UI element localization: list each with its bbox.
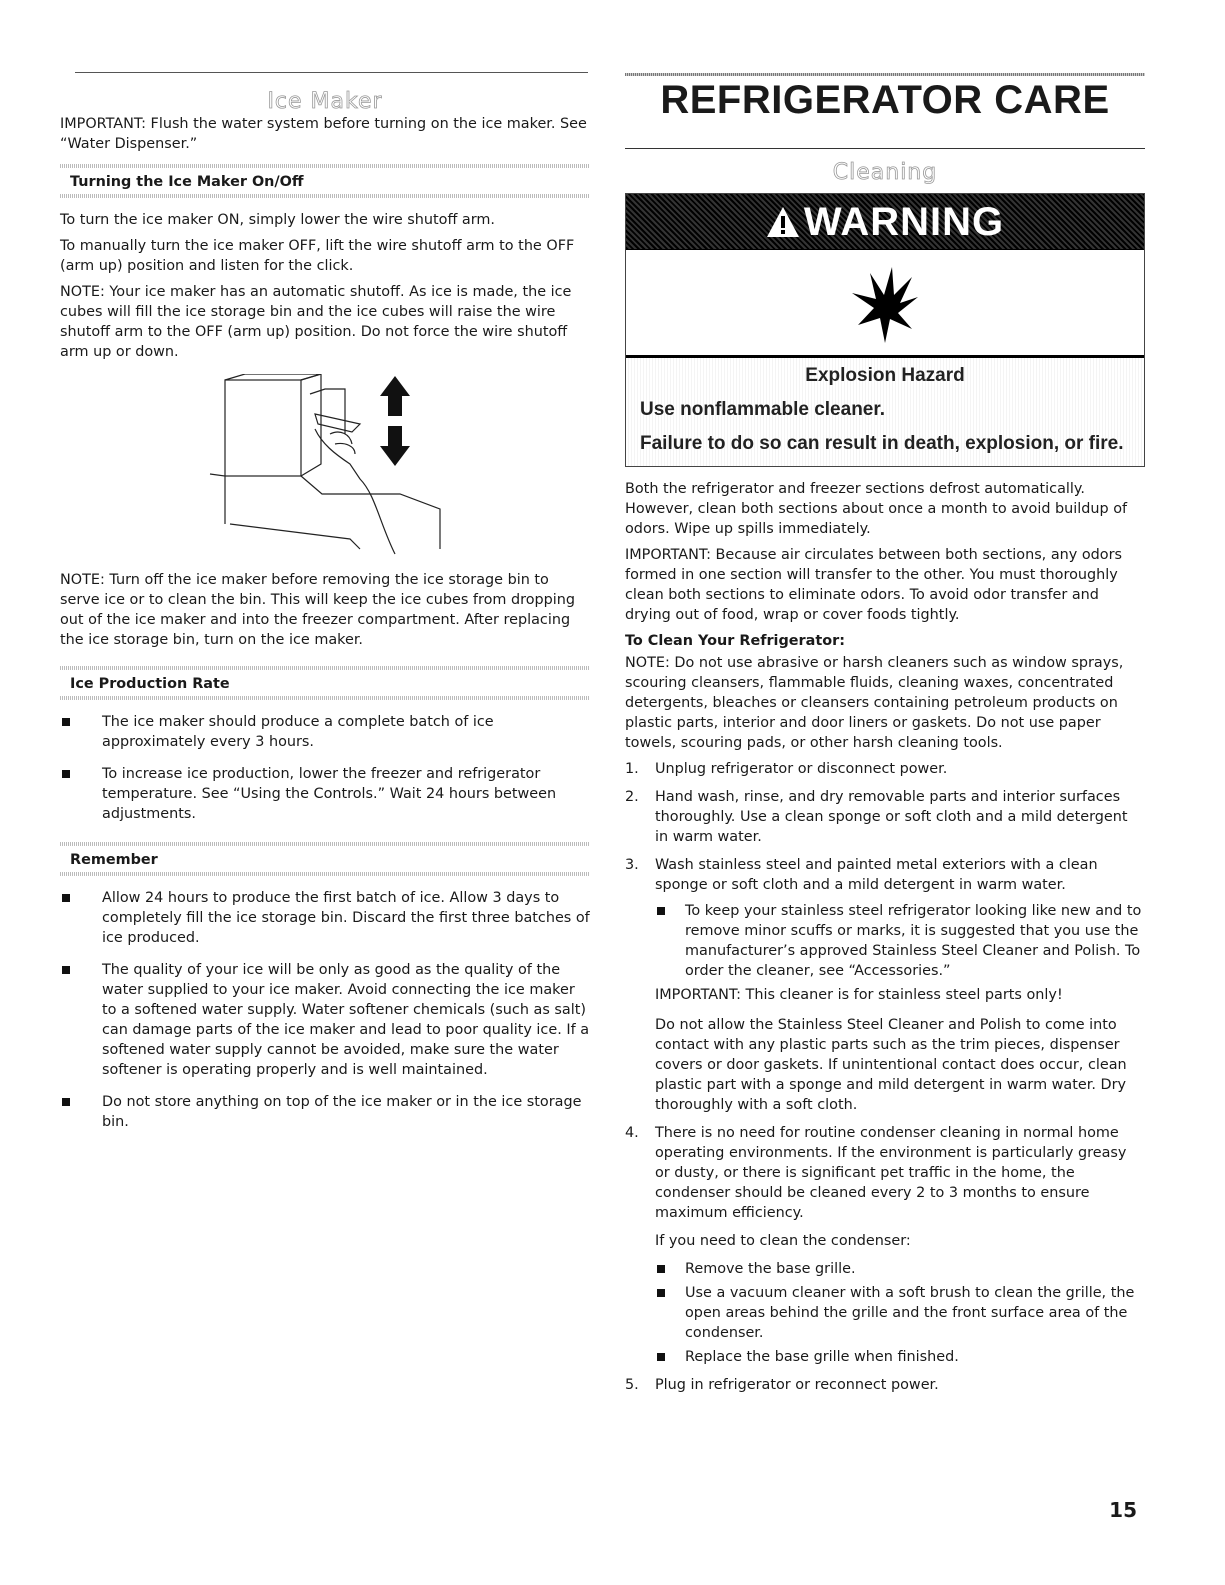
subheading-remember [60,842,590,876]
step-1 [625,759,1145,779]
clean-heading: To Clean Your Refrigerator: [625,633,845,649]
important-text: Because air circulates between both sections, any odors formed in one section will transfer to the other. You must thoroughly clean both sections to eliminate odors. To avoid odor transfer and drying out of food, wrap or cover foods tightly. [625,547,1123,623]
warning-art [626,249,1144,358]
important-paragraph [60,114,590,154]
right-top-rule [625,73,1145,76]
note-remove-bin [60,570,590,650]
step-number: 5. [625,1377,639,1393]
step-3-important [655,985,1145,1005]
important-label: IMPORTANT: [655,987,741,1003]
left-top-rule [75,72,588,73]
subheading-turning-on-off [60,164,590,198]
step-text: Wash stainless steel and painted metal exteriors with a clean sponge or soft cloth and a mild detergent in warm water. [655,857,1098,893]
warning-word: WARNING [803,199,1005,244]
remember-list [60,888,590,1132]
step-4-paragraph: If you need to clean the condenser: [655,1233,911,1249]
important-text: Flush the water system before turning on the ice maker. See “Water Dispenser.” [60,116,587,152]
warning-box [625,193,1145,467]
paragraph-turn-off: To manually turn the ice maker OFF, lift the wire shutoff arm to the OFF (arm up) position and listen for the click. [60,238,575,274]
important-label: IMPORTANT: [60,116,146,132]
step-number: 1. [625,761,639,777]
note-text: Do not use abrasive or harsh cleaners such as window sprays, scouring cleansers, flammable fluids, cleaning waxes, concentrated detergents, bleaches or cleansers containing petroleum products on plastic parts, interior and door liners or gaskets. Do not use paper towels, scouring pads, or other harsh cleaning tools. [625,655,1124,751]
section-title-ice-maker: Ice Maker [267,89,383,114]
section-title-cleaning: Cleaning [832,160,938,185]
paragraph-turn-on: To turn the ice maker ON, simply lower the wire shutoff arm. [60,212,496,228]
step-text: Hand wash, rinse, and dry removable parts and interior surfaces thoroughly. Use a clean sponge or soft cloth and a mild detergent in warm water. [655,789,1128,845]
step-2 [625,787,1145,847]
step-number: 4. [625,1125,639,1141]
warning-line-2: Failure to do so can result in death, explosion, or fire. [640,433,1124,454]
list-item: Do not store anything on top of the ice maker or in the ice storage bin. [60,1092,590,1132]
left-column [60,89,590,1144]
step-4-bullets [655,1259,1145,1367]
list-item: To keep your stainless steel refrigerator looking like new and to remove minor scuffs or marks, it is suggested that you use the manufacturer’s approved Stainless Steel Cleaner and Polish. To order the cleaner, see “Accessories.” [655,901,1145,981]
warning-line-1: Use nonflammable cleaner. [640,399,885,420]
explosion-icon [850,263,920,343]
step-text: There is no need for routine condenser cleaning in normal home operating environments. If the environment is particularly greasy or dusty, or there is significant pet traffic in the home, the condenser should be cleaned every 2 to 3 months to ensure maximum efficiency. [655,1125,1127,1221]
warning-header [626,194,1144,249]
note2-text: Turn off the ice maker before removing the ice storage bin to serve ice or to clean the bin. This will keep the ice cubes from dropping out of the ice maker and into the freezer compartment. After replacing the ice storage bin, turn on the ice maker. [60,572,576,648]
list-item: The ice maker should produce a complete batch of ice approximately every 3 hours. [60,712,590,752]
warning-text [626,358,1144,466]
up-down-arrows-icon [380,376,410,466]
step-number: 3. [625,857,639,873]
warning-triangle-icon [766,206,800,238]
step-text: Unplug refrigerator or disconnect power. [655,761,948,777]
important-odors [625,545,1145,625]
list-item: To increase ice production, lower the freezer and refrigerator temperature. See “Using the Controls.” Wait 24 hours between adjustments. [60,764,590,824]
page-title: REFRIGERATOR CARE [660,78,1110,122]
note-label: NOTE: [60,284,105,300]
list-item: Allow 24 hours to produce the first batch of ice. Allow 3 days to completely fill the ice storage bin. Discard the first three batches of ice produced. [60,888,590,948]
hazard-title: Explosion Hazard [805,365,965,386]
step-3 [625,855,1145,1115]
step-3-bullets [655,901,1145,981]
right-column [625,78,1145,1403]
note2-label: NOTE: [60,572,105,588]
step-4 [625,1123,1145,1367]
title-rule [625,148,1145,149]
step-number: 2. [625,789,639,805]
important-label: IMPORTANT: [625,547,711,563]
step-text: Plug in refrigerator or reconnect power. [655,1377,939,1393]
step-5 [625,1375,1145,1395]
cleaning-steps [625,759,1145,1395]
note-text: Your ice maker has an automatic shutoff. As ice is made, the ice cubes will fill the ice storage bin and the ice cubes will raise the wire shutoff arm to the OFF (arm up) position. Do not force the wire shutoff arm up or down. [60,284,572,360]
subheading-text: Ice Production Rate [70,676,230,692]
subheading-text: Remember [70,852,158,868]
note-auto-shutoff [60,282,590,362]
ice-maker-drawing [60,374,590,564]
step-3-paragraph: Do not allow the Stainless Steel Cleaner and Polish to come into contact with any plastic parts such as the trim pieces, dispenser covers or door gaskets. If unintentional contact does occur, clean plastic part with a sponge and mild detergent in warm water. Dry thoroughly with a soft cloth. [655,1017,1127,1113]
list-item: Replace the base grille when finished. [655,1347,1145,1367]
ice-maker-illustration [60,374,590,564]
subheading-text: Turning the Ice Maker On/Off [70,174,304,190]
list-item: Remove the base grille. [655,1259,1145,1279]
note-label: NOTE: [625,655,670,671]
subheading-ice-production-rate [60,666,590,700]
important-text: This cleaner is for stainless steel parts only! [740,987,1063,1003]
paragraph-defrost: Both the refrigerator and freezer sections defrost automatically. However, clean both sections about once a month to avoid buildup of odors. Wipe up spills immediately. [625,481,1128,537]
page-number: 15 [1109,1498,1137,1522]
list-item: Use a vacuum cleaner with a soft brush to clean the grille, the open areas behind the grille and the front surface area of the condenser. [655,1283,1145,1343]
production-rate-list [60,712,590,824]
note-cleaners [625,653,1145,753]
list-item: The quality of your ice will be only as good as the quality of the water supplied to your ice maker. Avoid connecting the ice maker to a softened water supply. Water softener chemicals (such as salt) can damage parts of the ice maker and lead to poor quality ice. If a softened water supply cannot be avoided, make sure the water softener is operating properly and is well maintained. [60,960,590,1080]
